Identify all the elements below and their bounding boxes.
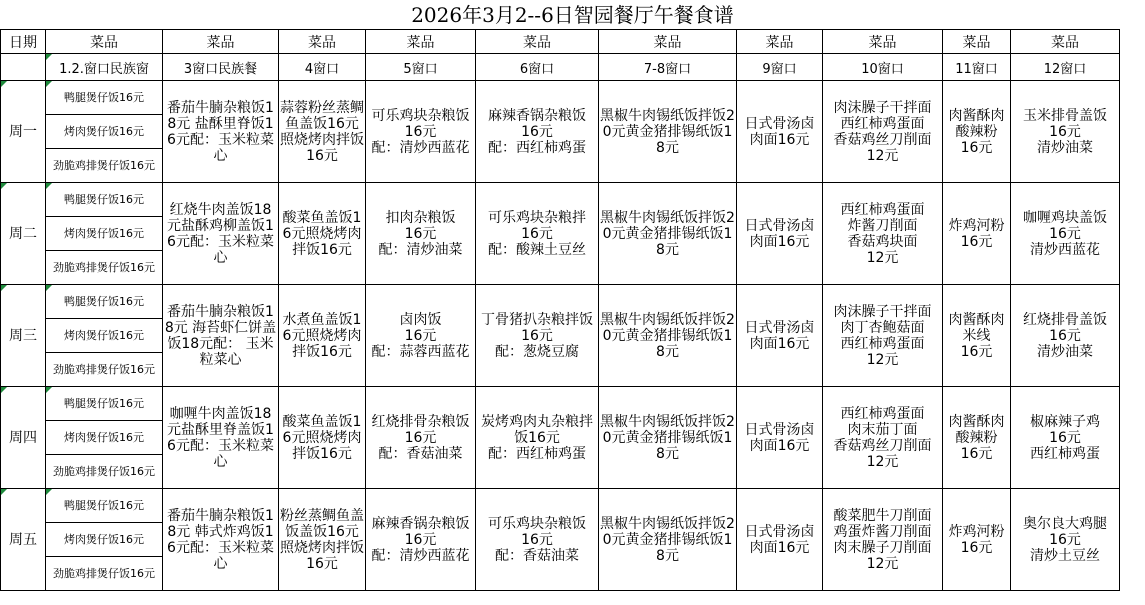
menu-cell: 玉米排骨盖饭 16元 清炒油菜 [1011,81,1120,183]
menu-cell: 水煮鱼盖饭16元照烧烤肉拌饭16元 [279,285,366,387]
menu-cell: 肉酱酥肉米线 16元 [943,285,1011,387]
dish-header: 菜品 [279,30,366,54]
menu-cell: 黑椒牛肉锡纸饭拌饭20元黄金猪排锡纸饭18元 [599,489,737,591]
stove-item: 烤肉煲仔饭16元 [46,115,163,149]
date-header: 日期 [1,30,46,54]
menu-cell: 日式骨汤卤肉面16元 [737,285,823,387]
menu-cell: 肉沫臊子干拌面 西红柿鸡蛋面 香菇鸡丝刀削面 12元 [823,81,943,183]
stove-item: 鸭腿煲仔饭16元 [46,183,163,217]
day-row [1,81,1120,115]
menu-cell: 蒜蓉粉丝蒸鲷鱼盖饭16元照烧烤肉拌饭16元 [279,81,366,183]
window-header: 5窗口 [366,54,476,81]
stove-item: 烤肉煲仔饭16元 [46,523,163,557]
window-row [1,54,1120,81]
day-row [1,183,1120,217]
menu-cell: 黑椒牛肉锡纸饭拌饭20元黄金猪排锡纸饭18元 [599,81,737,183]
menu-cell: 粉丝蒸鲷鱼盖饭盖饭16元照烧烤肉拌饭16元 [279,489,366,591]
menu-cell: 肉酱酥肉酸辣粉 16元 [943,81,1011,183]
menu-cell: 西红柿鸡蛋面 肉末茄丁面 香菇鸡丝刀削面 12元 [823,387,943,489]
stove-item: 鸭腿煲仔饭16元 [46,387,163,421]
day-row [1,387,1120,421]
menu-cell: 可乐鸡块杂粮拌 16元 配：酸辣土豆丝 [476,183,599,285]
stove-item: 鸭腿煲仔饭16元 [46,81,163,115]
stove-item: 烤肉煲仔饭16元 [46,217,163,251]
stove-item: 烤肉煲仔饭16元 [46,421,163,455]
menu-cell: 奥尔良大鸡腿 16元 清炒土豆丝 [1011,489,1120,591]
menu-cell: 日式骨汤卤肉面16元 [737,489,823,591]
day-label: 周四 [1,387,46,489]
day-label: 周一 [1,81,46,183]
menu-cell: 西红柿鸡蛋面 炸酱刀削面 香菇鸡块面 12元 [823,183,943,285]
menu-cell: 酸菜肥牛刀削面 鸡蛋炸酱刀削面 肉末臊子刀削面 12元 [823,489,943,591]
day-label: 周五 [1,489,46,591]
dish-header: 菜品 [599,30,737,54]
menu-cell: 黑椒牛肉锡纸饭拌饭20元黄金猪排锡纸饭18元 [599,183,737,285]
menu-cell: 番茄牛腩杂粮饭18元 盐酥里脊饭16元配：玉米粒菜心 [163,81,279,183]
window-header: 4窗口 [279,54,366,81]
day-row [1,285,1120,319]
page-title: 2026年3月2--6日智园餐厅午餐食谱 [411,3,734,27]
stove-item: 劲脆鸡排煲仔饭16元 [46,557,163,591]
stove-item: 劲脆鸡排煲仔饭16元 [46,455,163,489]
menu-cell: 肉沫臊子干拌面 肉丁杏鲍菇面 西红柿鸡蛋面 12元 [823,285,943,387]
menu-cell: 扣肉杂粮饭 16元 配：清炒油菜 [366,183,476,285]
dish-header: 菜品 [823,30,943,54]
menu-cell: 日式骨汤卤肉面16元 [737,81,823,183]
menu-cell: 咖喱牛肉盖饭18元盐酥里脊盖饭16元配：玉米粒菜心 [163,387,279,489]
menu-cell: 可乐鸡块杂粮饭 16元 配：清炒西蓝花 [366,81,476,183]
menu-cell: 麻辣香锅杂粮饭 16元 配：西红柿鸡蛋 [476,81,599,183]
window-blank-cell [1,54,46,81]
menu-cell: 番茄牛腩杂粮饭18元 韩式炸鸡饭16元配：玉米粒菜心 [163,489,279,591]
dish-header: 菜品 [163,30,279,54]
day-label: 周二 [1,183,46,285]
menu-cell: 丁骨猪扒杂粮拌饭16元 配：葱烧豆腐 [476,285,599,387]
stove-item: 烤肉煲仔饭16元 [46,319,163,353]
dish-header: 菜品 [476,30,599,54]
dish-header: 菜品 [46,30,163,54]
day-row [1,489,1120,523]
menu-cell: 卤肉饭 16元 配：蒜蓉西蓝花 [366,285,476,387]
menu-cell: 可乐鸡块杂粮饭 16元 配：香菇油菜 [476,489,599,591]
menu-cell: 黑椒牛肉锡纸饭拌饭20元黄金猪排锡纸饭18元 [599,387,737,489]
day-label: 周三 [1,285,46,387]
menu-cell: 咖喱鸡块盖饭 16元 清炒西蓝花 [1011,183,1120,285]
menu-table [0,29,1120,591]
stove-item: 鸭腿煲仔饭16元 [46,489,163,523]
menu-cell: 黑椒牛肉锡纸饭拌饭20元黄金猪排锡纸饭18元 [599,285,737,387]
window-header: 12窗口 [1011,54,1120,81]
dish-header: 菜品 [737,30,823,54]
window-header: 11窗口 [943,54,1011,81]
menu-cell: 炸鸡河粉 16元 [943,183,1011,285]
window-header: 1.2.窗口民族窗 [46,54,163,81]
dish-header: 菜品 [943,30,1011,54]
menu-cell: 红烧牛肉盖饭18元盐酥鸡柳盖饭16元配：玉米粒菜心 [163,183,279,285]
menu-cell: 炸鸡河粉 16元 [943,489,1011,591]
menu-cell: 酸菜鱼盖饭16元照烧烤肉拌饭16元 [279,183,366,285]
window-header: 3窗口民族餐 [163,54,279,81]
menu-cell: 番茄牛腩杂粮饭18元 海苔虾仁饼盖饭18元配： 玉米粒菜心 [163,285,279,387]
stove-item: 劲脆鸡排煲仔饭16元 [46,149,163,183]
window-header: 9窗口 [737,54,823,81]
window-header: 6窗口 [476,54,599,81]
menu-cell: 红烧排骨杂粮饭 16元 配：香菇油菜 [366,387,476,489]
stove-item: 劲脆鸡排煲仔饭16元 [46,353,163,387]
stove-item: 鸭腿煲仔饭16元 [46,285,163,319]
window-header: 10窗口 [823,54,943,81]
menu-cell: 肉酱酥肉酸辣粉 16元 [943,387,1011,489]
menu-cell: 日式骨汤卤肉面16元 [737,387,823,489]
menu-cell: 麻辣香锅杂粮饭 16元 配：清炒西蓝花 [366,489,476,591]
stove-item: 劲脆鸡排煲仔饭16元 [46,251,163,285]
window-header: 7-8窗口 [599,54,737,81]
menu-cell: 炭烤鸡肉丸杂粮拌饭16元 配：西红柿鸡蛋 [476,387,599,489]
header-row [1,30,1120,54]
menu-cell: 酸菜鱼盖饭16元照烧烤肉拌饭16元 [279,387,366,489]
menu-cell: 日式骨汤卤肉面16元 [737,183,823,285]
dish-header: 菜品 [1011,30,1120,54]
menu-cell: 红烧排骨盖饭 16元 清炒油菜 [1011,285,1120,387]
menu-cell: 椒麻辣子鸡 16元 西红柿鸡蛋 [1011,387,1120,489]
dish-header: 菜品 [366,30,476,54]
